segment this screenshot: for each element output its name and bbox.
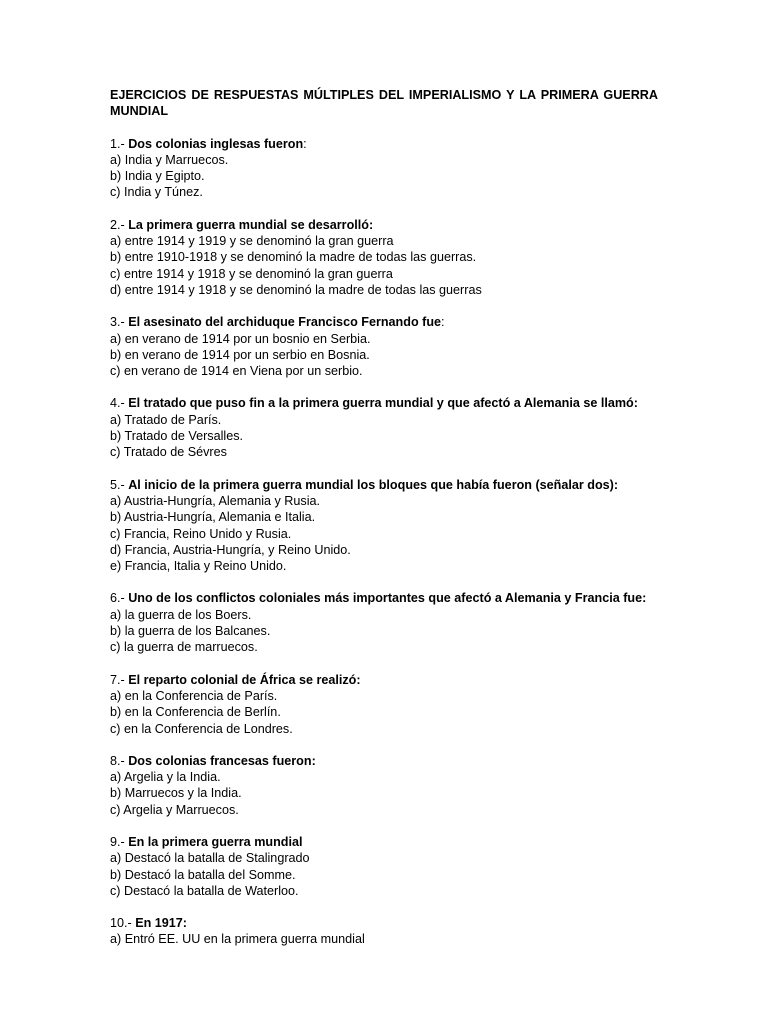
question-text: Dos colonias francesas fueron:	[128, 753, 316, 768]
question-number: 9.-	[110, 834, 125, 849]
answer-option: d) entre 1914 y 1918 y se denominó la madre de todas las guerras	[110, 282, 482, 297]
answer-option: b) la guerra de los Balcanes.	[110, 624, 271, 639]
question-heading	[110, 477, 658, 493]
answer-option: c) Argelia y Marruecos.	[110, 802, 239, 817]
answer-option: a) Tratado de París.	[110, 412, 222, 427]
question-7	[110, 672, 658, 737]
question-5	[110, 477, 658, 575]
question-4	[110, 395, 658, 460]
document-page	[110, 87, 658, 964]
document-title	[110, 87, 658, 120]
question-8	[110, 753, 658, 818]
question-heading	[110, 753, 658, 769]
question-number: 10.-	[110, 916, 132, 931]
question-heading	[110, 672, 658, 688]
question-heading	[110, 590, 658, 606]
answer-option: c) entre 1914 y 1918 y se denominó la gran guerra	[110, 266, 393, 281]
answer-option: b) en la Conferencia de Berlín.	[110, 705, 281, 720]
question-number: 1.-	[110, 136, 125, 151]
question-text: El asesinato del archiduque Francisco Fernando fue	[128, 315, 442, 330]
question-number: 7.-	[110, 672, 125, 687]
question-heading	[110, 136, 658, 152]
answer-option: a) en la Conferencia de París.	[110, 688, 278, 703]
answer-option: c) en verano de 1914 en Viena por un serbio.	[110, 364, 363, 379]
question-text: El reparto colonial de África se realizó:	[128, 672, 361, 687]
answer-option: b) Austria-Hungría, Alemania e Italia.	[110, 510, 316, 525]
question-heading	[110, 217, 658, 233]
answer-option: c) India y Túnez.	[110, 185, 203, 200]
question-heading	[110, 314, 658, 330]
document-title-line-1: EJERCICIOS DE RESPUESTAS MÚLTIPLES DEL IMPERIALISMO Y LA PRIMERA GUERRA	[110, 88, 658, 102]
answer-option: b) Destacó la batalla del Somme.	[110, 867, 296, 882]
question-heading	[110, 395, 658, 411]
answer-option: a) Argelia y la India.	[110, 770, 221, 785]
question-list	[110, 136, 658, 948]
answer-option: b) Marruecos y la India.	[110, 786, 242, 801]
answer-option: e) Francia, Italia y Reino Unido.	[110, 559, 287, 574]
answer-option: b) Tratado de Versalles.	[110, 429, 244, 444]
question-1	[110, 136, 658, 201]
answer-option: a) Austria-Hungría, Alemania y Rusia.	[110, 493, 320, 508]
question-text: En la primera guerra mundial	[128, 834, 303, 849]
question-text: Al inicio de la primera guerra mundial los bloques que había fueron (señalar dos):	[128, 477, 619, 492]
answer-option: a) Destacó la batalla de Stalingrado	[110, 851, 310, 866]
answer-option: c) Tratado de Sévres	[110, 445, 227, 460]
answer-option: c) en la Conferencia de Londres.	[110, 721, 293, 736]
answer-option: c) Francia, Reino Unido y Rusia.	[110, 526, 292, 541]
question-heading	[110, 834, 658, 850]
answer-option: c) Destacó la batalla de Waterloo.	[110, 883, 299, 898]
question-6	[110, 590, 658, 655]
answer-option: a) entre 1914 y 1919 y se denominó la gran guerra	[110, 234, 394, 249]
question-punctuation: :	[303, 136, 307, 151]
question-text: Dos colonias inglesas fueron	[128, 136, 304, 151]
answer-option: a) en verano de 1914 por un bosnio en Serbia.	[110, 331, 371, 346]
answer-option: c) la guerra de marruecos.	[110, 640, 258, 655]
answer-option: b) India y Egipto.	[110, 169, 205, 184]
question-9	[110, 834, 658, 899]
question-number: 4.-	[110, 396, 125, 411]
question-number: 8.-	[110, 753, 125, 768]
question-10	[110, 915, 658, 948]
answer-option: d) Francia, Austria-Hungría, y Reino Unido.	[110, 542, 351, 557]
document-title-line-2: MUNDIAL	[110, 104, 169, 119]
question-punctuation: :	[441, 315, 445, 330]
answer-option: b) entre 1910-1918 y se denominó la madre de todas las guerras.	[110, 250, 477, 265]
question-number: 5.-	[110, 477, 125, 492]
answer-option: b) en verano de 1914 por un serbio en Bosnia.	[110, 347, 370, 362]
answer-option: a) India y Marruecos.	[110, 152, 229, 167]
question-text: La primera guerra mundial se desarrolló:	[128, 217, 374, 232]
question-3	[110, 314, 658, 379]
question-heading	[110, 915, 658, 931]
question-number: 2.-	[110, 217, 125, 232]
answer-option: a) Entró EE. UU en la primera guerra mundial	[110, 932, 365, 947]
question-text: En 1917:	[135, 916, 188, 931]
question-number: 3.-	[110, 315, 125, 330]
question-text: El tratado que puso fin a la primera guerra mundial y que afectó a Alemania se llamó:	[128, 396, 638, 411]
question-2	[110, 217, 658, 298]
question-number: 6.-	[110, 591, 125, 606]
question-text: Uno de los conflictos coloniales más importantes que afectó a Alemania y Francia fue:	[128, 591, 647, 606]
answer-option: a) la guerra de los Boers.	[110, 607, 252, 622]
